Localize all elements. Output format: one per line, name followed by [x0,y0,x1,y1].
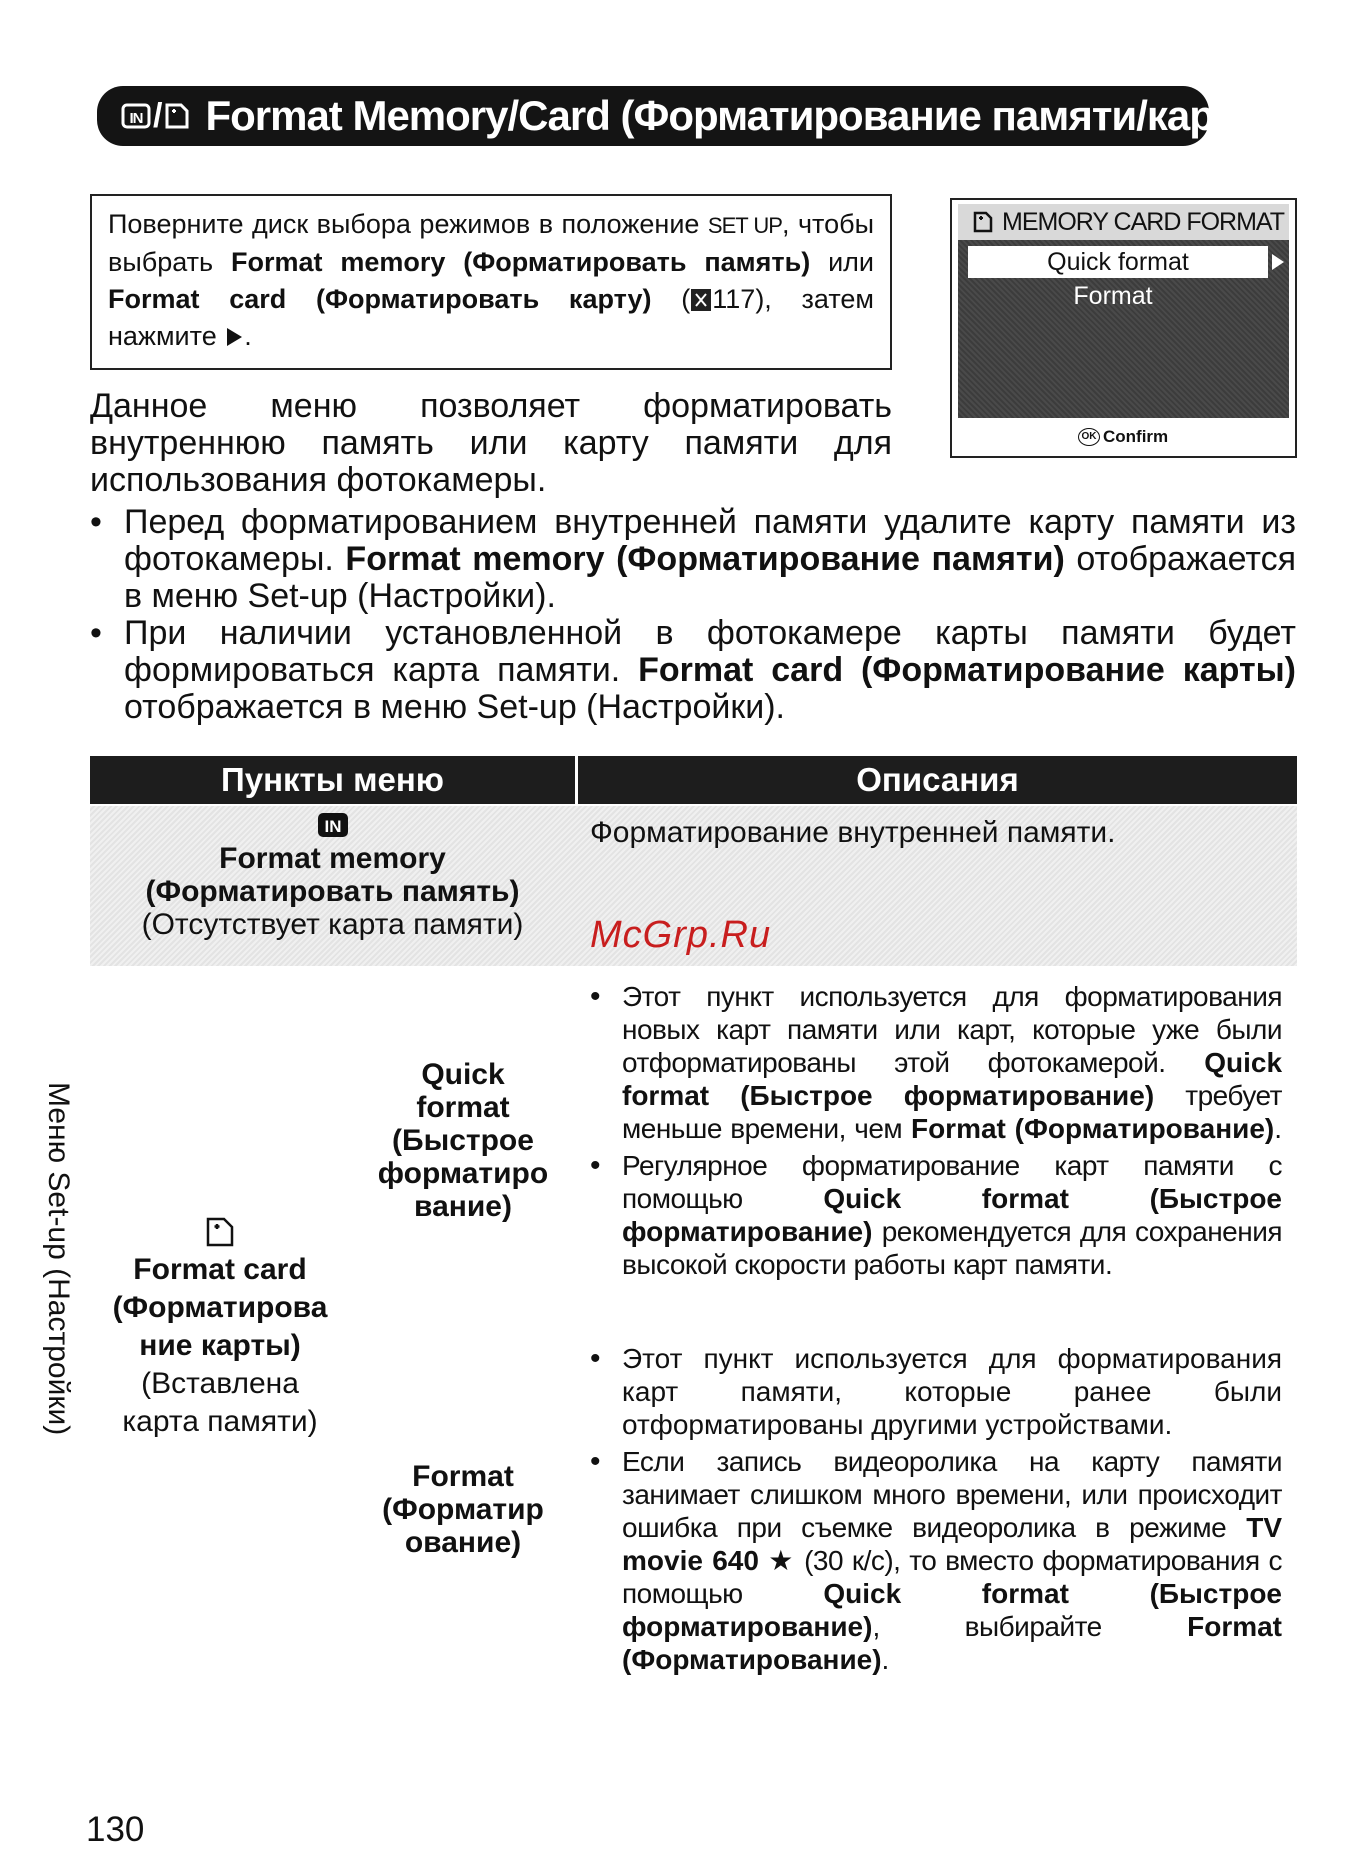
memory-card-icon [204,1215,236,1249]
label-line: Format [412,1460,514,1493]
title-icons: IN / [121,97,191,136]
svg-text:IN: IN [129,110,143,127]
desc-text: (30 к/с), то вместо форматирования с помощью [622,1545,1282,1609]
page-number: 130 [86,1810,145,1849]
desc-bold: TV movie 640 ★ [622,1512,1283,1576]
internal-memory-icon [121,101,151,131]
format-card-note: карта памяти) [122,1405,318,1438]
confirm-label: Confirm [1103,427,1169,446]
memory-card-icon [972,210,994,234]
bullet-bold: Format memory (Форматирование памяти) [345,540,1065,578]
list-item [590,980,1282,1145]
desc-text: . [881,1644,890,1675]
label-line: format [416,1091,510,1124]
confirm-hint [1078,427,1168,447]
bullet-bold: Format card (Форматирование карты) [638,651,1296,689]
label-line: (Быстрое [392,1124,534,1157]
bullet-text: отображается в меню Set-up (Настройки). [124,688,785,726]
desc-text: , выбирайте [872,1611,1102,1642]
format-card-note: (Вставлена [141,1367,299,1400]
bullet-text: отображается в меню Set-up (Настройки). [124,540,1296,615]
table-header-items: Пункты меню [90,756,575,804]
format-memory-note: (Отсутствует карта памяти) [141,908,524,941]
internal-memory-icon [316,810,350,840]
page-reference: 117 [712,284,756,314]
format-memory-description: Форматирование внутренней памяти. [590,816,1116,849]
quick-format-label [368,1058,558,1223]
desc-text: . [1274,1113,1282,1144]
camera-screen-header [958,204,1289,240]
watermark: McGrp.Ru [590,914,772,956]
desc-bold: Format (Форматирование) [622,1611,1283,1675]
menu-item-format[interactable]: Format [1073,282,1153,310]
desc-bold: Quick format (Быстрое форматирование) [622,1578,1282,1642]
format-description [590,1342,1282,1680]
page-reference-icon [690,288,712,312]
label-line: форматиро [377,1157,549,1190]
camera-screen-title: MEMORY CARD FORMAT [1002,207,1285,236]
list-item [90,504,1296,615]
desc-bold: Quick format (Быстрое форматирование) [622,1183,1282,1247]
desc-text: рекомендуется для сохранения высокой скорости работы карт памяти. [622,1216,1283,1280]
camera-screen [950,198,1297,458]
desc-text: Регулярное форматирование карт памяти с помощью [622,1150,1282,1214]
bullet-list [90,504,1296,726]
list-item [590,1149,1282,1281]
format-card-name: Format card [133,1253,307,1286]
side-section-label: Меню Set-up (Настройки) [42,1082,75,1436]
format-card-name-ru: (Форматирова [112,1291,328,1324]
desc-text: Если запись видеоролика на карту памяти занимает слишком много времени, или происходит ошибка при съемке видеоролика в режиме [622,1446,1282,1543]
desc-bold: Format (Форматирование) [910,1113,1275,1144]
format-card-ref: Format card (Форматировать карту) [108,284,652,314]
label-line: ование) [404,1526,522,1559]
instruction-text: или [828,247,874,277]
instruction-text: Поверните диск выбора режимов в положение [108,209,700,239]
label-line: (Форматир [382,1493,544,1526]
instruction-box [90,194,892,370]
menu-item-quick-format[interactable]: Quick format [968,246,1268,278]
instruction-text: . [244,321,252,351]
bullet-text: Перед форматированием внутренней памяти удалите карту памяти из фотокамеры. [124,503,1296,578]
list-item [90,615,1296,726]
quick-format-description [590,980,1282,1285]
table-header-descriptions: Описания [578,756,1297,804]
ok-button-icon: OK [1078,428,1100,446]
instruction-text: , чтобы выбрать [108,209,874,277]
instruction-text: ( [681,284,691,314]
label-line: Quick [421,1058,505,1091]
format-label [368,1460,558,1559]
format-card-name-ru: ние карты) [139,1329,301,1362]
camera-screen-display [958,204,1289,418]
format-memory-cell [90,810,575,941]
desc-text: Этот пункт используется для форматирования карт памяти, которые ранее были отформатированы другими устройствами. [622,1343,1282,1440]
list-item [590,1445,1282,1676]
title-bar [97,86,1281,146]
setup-mode-glyph: SET UP [707,213,782,238]
svg-text:IN: IN [324,817,341,836]
right-arrow-icon [1270,252,1286,272]
format-memory-name-ru: (Форматировать память) [145,875,520,908]
memory-card-icon [163,101,191,131]
right-arrow-icon [224,326,244,348]
instruction-text: ), затем нажмите [108,284,874,351]
format-card-cell [90,1215,350,1441]
desc-text: требует меньше времени, чем [622,1080,1282,1144]
bullet-text: При наличии установленной в фотокамере карты памяти будет формироваться карта памяти. [124,614,1296,689]
list-item [590,1342,1282,1441]
format-memory-ref: Format memory (Форматировать память) [230,247,811,277]
page-title: Format Memory/Card (Форматирование памяти/карты) [205,92,1281,139]
desc-bold: Quick format (Быстрое форматирование) [622,1047,1283,1111]
label-line: вание) [414,1190,512,1223]
format-memory-name: Format memory [219,842,446,875]
desc-text: Этот пункт используется для форматирования новых карт памяти или карт, которые уже были отформатированы этой фотокамерой. [622,981,1282,1078]
intro-paragraph: Данное меню позволяет форматировать внутреннюю память или карту памяти для использования фотокамеры. [90,387,892,499]
